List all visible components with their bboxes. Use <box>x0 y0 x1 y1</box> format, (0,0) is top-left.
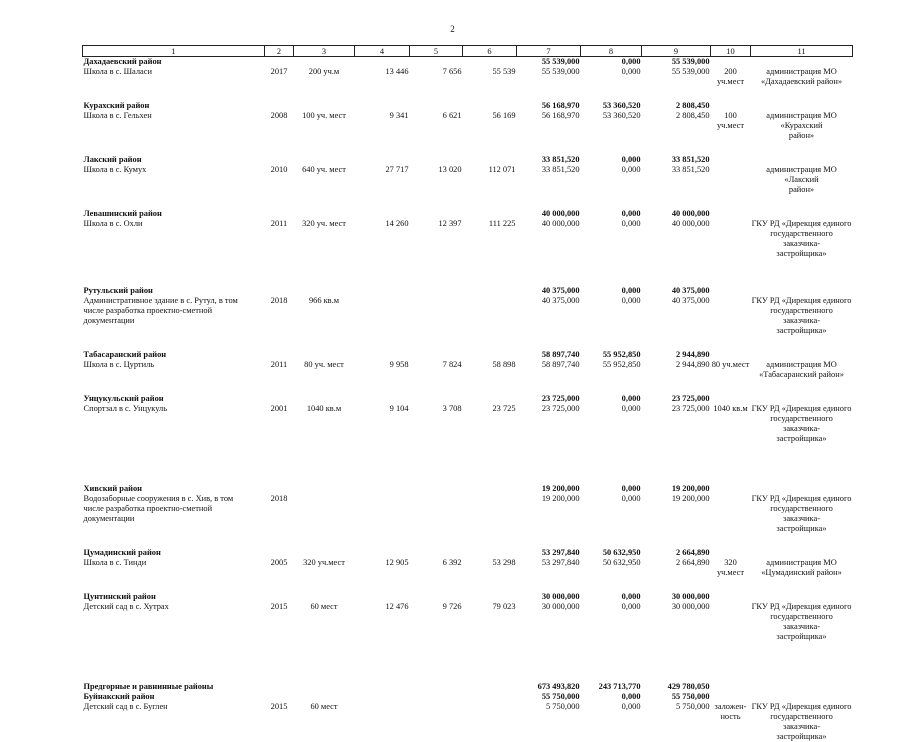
object-row <box>83 494 853 534</box>
object-value <box>410 702 463 742</box>
section-total-value: 243 713,770 <box>581 682 642 692</box>
object-capacity-note <box>711 702 751 742</box>
object-value: 9 958 <box>355 360 410 380</box>
object-name <box>83 67 265 87</box>
object-value: 40 375,000 <box>642 296 711 336</box>
object-value: 30 000,000 <box>642 602 711 642</box>
object-value: 40 375,000 <box>517 296 581 336</box>
object-row <box>83 360 853 380</box>
page-number: 2 <box>0 24 905 34</box>
row-spacer <box>83 578 853 592</box>
column-header: 10 <box>711 46 751 57</box>
object-capacity-note-line: уч.мест <box>712 77 750 87</box>
object-capacity: 80 уч. мест <box>294 360 355 380</box>
object-capacity-note <box>711 602 751 642</box>
object-customer-line: администрация МО <box>752 558 852 568</box>
column-header: 5 <box>410 46 463 57</box>
district-name: Буйнакский район <box>83 692 265 702</box>
district-total-value: 33 851,520 <box>517 155 581 165</box>
object-value: 53 297,840 <box>517 558 581 578</box>
object-value: 13 446 <box>355 67 410 87</box>
district-name: Хивский район <box>83 484 265 494</box>
object-customer-line: администрация МО «Лакский <box>752 165 852 185</box>
object-value: 27 717 <box>355 165 410 195</box>
object-value: 23 725,000 <box>642 404 711 444</box>
district-total-value: 55 539,000 <box>517 57 581 68</box>
object-value: 56 169 <box>463 111 517 141</box>
district-total-value: 0,000 <box>581 592 642 602</box>
object-value: 0,000 <box>581 602 642 642</box>
object-row <box>83 404 853 444</box>
object-name <box>83 165 265 195</box>
object-customer-line: застройщика» <box>752 249 852 259</box>
object-value: 7 824 <box>410 360 463 380</box>
district-total-value: 23 725,000 <box>642 394 711 404</box>
object-value: 0,000 <box>581 296 642 336</box>
program-table <box>82 45 853 742</box>
object-name <box>83 111 265 141</box>
object-customer-line: государственного заказчика- <box>752 229 852 249</box>
object-capacity-note <box>711 67 751 87</box>
column-header: 1 <box>83 46 265 57</box>
column-header: 6 <box>463 46 517 57</box>
object-capacity: 60 мест <box>294 702 355 742</box>
object-capacity <box>294 494 355 534</box>
object-name-line: документации <box>84 514 264 524</box>
column-header: 3 <box>294 46 355 57</box>
object-customer-line: государственного заказчика- <box>752 712 852 732</box>
object-capacity-note <box>711 219 751 259</box>
district-total-value: 2 664,890 <box>642 548 711 558</box>
column-header: 11 <box>751 46 853 57</box>
object-capacity: 200 уч.м <box>294 67 355 87</box>
object-customer <box>751 296 853 336</box>
object-year: 2017 <box>265 67 294 87</box>
object-value: 0,000 <box>581 67 642 87</box>
object-name <box>83 296 265 336</box>
district-total-value: 30 000,000 <box>517 592 581 602</box>
object-value: 3 708 <box>410 404 463 444</box>
object-capacity-note-line: 1040 кв.м <box>712 404 750 414</box>
object-name-line: Школа в с. Охли <box>84 219 264 229</box>
row-spacer <box>83 444 853 484</box>
object-capacity-note <box>711 360 751 380</box>
object-name-line: Школа в с. Шаласи <box>84 67 264 77</box>
district-name: Цунтинский район <box>83 592 265 602</box>
object-capacity: 640 уч. мест <box>294 165 355 195</box>
object-value: 55 952,850 <box>581 360 642 380</box>
object-capacity-note-line: заложен- <box>712 702 750 712</box>
district-total-value: 23 725,000 <box>517 394 581 404</box>
object-value <box>410 494 463 534</box>
object-value: 111 225 <box>463 219 517 259</box>
district-total-value: 0,000 <box>581 692 642 702</box>
section-total-value: 429 780,050 <box>642 682 711 692</box>
object-value <box>463 296 517 336</box>
object-value <box>463 702 517 742</box>
object-capacity: 966 кв.м <box>294 296 355 336</box>
row-spacer <box>83 195 853 209</box>
object-customer-line: застройщика» <box>752 632 852 642</box>
object-customer-line: государственного заказчика- <box>752 612 852 632</box>
object-customer-line: администрация МО <box>752 67 852 77</box>
object-customer <box>751 404 853 444</box>
object-capacity: 320 уч.мест <box>294 558 355 578</box>
object-value: 13 020 <box>410 165 463 195</box>
object-row <box>83 702 853 742</box>
object-value: 58 897,740 <box>517 360 581 380</box>
object-customer-line: ГКУ РД «Дирекция единого <box>752 494 852 504</box>
object-customer-line: государственного заказчика- <box>752 306 852 326</box>
object-value: 30 000,000 <box>517 602 581 642</box>
object-row <box>83 558 853 578</box>
object-customer <box>751 494 853 534</box>
object-customer-line: государственного заказчика- <box>752 414 852 434</box>
object-value: 19 200,000 <box>517 494 581 534</box>
district-total-value: 40 375,000 <box>642 286 711 296</box>
object-row <box>83 165 853 195</box>
district-total-value: 58 897,740 <box>517 350 581 360</box>
object-value: 79 023 <box>463 602 517 642</box>
object-value: 5 750,000 <box>642 702 711 742</box>
district-total-row <box>83 286 853 296</box>
district-total-value: 55 539,000 <box>642 57 711 68</box>
district-total-value: 33 851,520 <box>642 155 711 165</box>
object-name <box>83 602 265 642</box>
district-total-value: 0,000 <box>581 286 642 296</box>
object-value: 112 071 <box>463 165 517 195</box>
object-value: 53 298 <box>463 558 517 578</box>
district-total-value: 40 000,000 <box>642 209 711 219</box>
object-capacity-note-line: 80 уч.мест <box>712 360 750 370</box>
object-year: 2001 <box>265 404 294 444</box>
object-customer-line: район» <box>752 131 852 141</box>
object-customer-line: ГКУ РД «Дирекция единого <box>752 296 852 306</box>
object-customer <box>751 111 853 141</box>
district-total-row <box>83 484 853 494</box>
object-customer-line: государственного заказчика- <box>752 504 852 524</box>
district-name: Лакский район <box>83 155 265 165</box>
object-capacity-note <box>711 111 751 141</box>
object-value: 55 539 <box>463 67 517 87</box>
object-value: 58 898 <box>463 360 517 380</box>
section-name: Предгорные и равнинные районы <box>83 682 265 692</box>
object-customer-line: «Дахадаевский район» <box>752 77 852 87</box>
object-value: 0,000 <box>581 702 642 742</box>
district-total-value: 56 168,970 <box>517 101 581 111</box>
district-total-row <box>83 350 853 360</box>
row-spacer <box>83 642 853 682</box>
row-spacer <box>83 336 853 350</box>
section-total-row <box>83 682 853 692</box>
object-year: 2015 <box>265 602 294 642</box>
object-value: 33 851,520 <box>642 165 711 195</box>
object-customer-line: «Табасаранский район» <box>752 370 852 380</box>
object-capacity-note <box>711 404 751 444</box>
object-value: 2 944,890 <box>642 360 711 380</box>
district-name: Рутульский район <box>83 286 265 296</box>
object-name-line: Школа в с. Гельхен <box>84 111 264 121</box>
object-capacity-note-line: 100 <box>712 111 750 121</box>
district-total-value: 0,000 <box>581 155 642 165</box>
object-capacity-note <box>711 494 751 534</box>
object-customer-line: застройщика» <box>752 524 852 534</box>
district-total-value: 30 000,000 <box>642 592 711 602</box>
object-value <box>355 296 410 336</box>
district-total-value: 19 200,000 <box>642 484 711 494</box>
district-total-value: 2 808,450 <box>642 101 711 111</box>
object-capacity: 320 уч. мест <box>294 219 355 259</box>
row-spacer <box>83 380 853 394</box>
district-total-row <box>83 101 853 111</box>
object-name-line: Административное здание в с. Рутул, в том <box>84 296 264 306</box>
district-total-value: 19 200,000 <box>517 484 581 494</box>
object-customer-line: ГКУ РД «Дирекция единого <box>752 404 852 414</box>
object-year: 2005 <box>265 558 294 578</box>
object-value: 9 726 <box>410 602 463 642</box>
object-capacity-note-line: 320 <box>712 558 750 568</box>
object-customer-line: «Цумадинский район» <box>752 568 852 578</box>
object-value: 6 392 <box>410 558 463 578</box>
district-total-value: 40 375,000 <box>517 286 581 296</box>
object-value: 55 539,000 <box>517 67 581 87</box>
object-name-line: Детский сад в с. Буглен <box>84 702 264 712</box>
object-value: 5 750,000 <box>517 702 581 742</box>
district-total-value: 40 000,000 <box>517 209 581 219</box>
district-total-row <box>83 155 853 165</box>
object-capacity-note-line: ность <box>712 712 750 722</box>
object-value: 56 168,970 <box>517 111 581 141</box>
object-value: 12 905 <box>355 558 410 578</box>
object-row <box>83 602 853 642</box>
object-customer-line: ГКУ РД «Дирекция единого <box>752 219 852 229</box>
district-total-value: 53 297,840 <box>517 548 581 558</box>
column-header: 9 <box>642 46 711 57</box>
object-capacity-note <box>711 558 751 578</box>
object-name-line: числе разработка проектно-сметной <box>84 504 264 514</box>
district-total-value: 2 944,890 <box>642 350 711 360</box>
object-customer-line: застройщика» <box>752 434 852 444</box>
object-capacity: 60 мест <box>294 602 355 642</box>
object-name <box>83 404 265 444</box>
district-name: Табасаранский район <box>83 350 265 360</box>
object-capacity-note-line: 200 <box>712 67 750 77</box>
district-total-value: 53 360,520 <box>581 101 642 111</box>
column-number-row <box>83 46 853 57</box>
object-value: 0,000 <box>581 165 642 195</box>
object-value: 23 725 <box>463 404 517 444</box>
row-spacer <box>83 534 853 548</box>
object-customer <box>751 702 853 742</box>
object-value: 40 000,000 <box>642 219 711 259</box>
district-total-value: 0,000 <box>581 209 642 219</box>
object-customer <box>751 219 853 259</box>
object-value: 0,000 <box>581 404 642 444</box>
object-customer <box>751 360 853 380</box>
district-total-row <box>83 692 853 702</box>
object-value: 55 539,000 <box>642 67 711 87</box>
object-year: 2015 <box>265 702 294 742</box>
object-customer <box>751 67 853 87</box>
column-header: 7 <box>517 46 581 57</box>
object-row <box>83 67 853 87</box>
district-name: Цумадинский район <box>83 548 265 558</box>
object-value: 9 104 <box>355 404 410 444</box>
object-customer-line: администрация МО «Курахский <box>752 111 852 131</box>
row-spacer <box>83 259 853 286</box>
object-capacity: 100 уч. мест <box>294 111 355 141</box>
object-year: 2018 <box>265 296 294 336</box>
column-header: 2 <box>265 46 294 57</box>
object-value: 2 808,450 <box>642 111 711 141</box>
object-customer-line: район» <box>752 185 852 195</box>
district-total-row <box>83 57 853 68</box>
object-row <box>83 296 853 336</box>
object-value: 14 260 <box>355 219 410 259</box>
object-name-line: Водозаборные сооружения в с. Хив, в том <box>84 494 264 504</box>
object-year: 2011 <box>265 219 294 259</box>
object-name <box>83 702 265 742</box>
object-year: 2010 <box>265 165 294 195</box>
object-customer <box>751 165 853 195</box>
object-capacity-note-line: уч.мест <box>712 121 750 131</box>
object-customer-line: администрация МО <box>752 360 852 370</box>
object-name-line: Школа в с. Тинди <box>84 558 264 568</box>
object-value: 53 360,520 <box>581 111 642 141</box>
object-name-line: числе разработка проектно-сметной <box>84 306 264 316</box>
object-row <box>83 111 853 141</box>
district-total-row <box>83 592 853 602</box>
object-value: 19 200,000 <box>642 494 711 534</box>
district-total-value: 0,000 <box>581 57 642 68</box>
object-value: 6 621 <box>410 111 463 141</box>
object-capacity-note-line: уч.мест <box>712 568 750 578</box>
object-capacity-note <box>711 165 751 195</box>
object-value <box>355 702 410 742</box>
object-value: 9 341 <box>355 111 410 141</box>
district-name: Курахский район <box>83 101 265 111</box>
object-customer <box>751 558 853 578</box>
district-total-value: 55 952,850 <box>581 350 642 360</box>
object-value: 23 725,000 <box>517 404 581 444</box>
column-header: 8 <box>581 46 642 57</box>
district-total-value: 0,000 <box>581 394 642 404</box>
object-capacity-note <box>711 296 751 336</box>
object-name-line: Школа в с. Кумух <box>84 165 264 175</box>
object-name-line: Детский сад в с. Хутрах <box>84 602 264 612</box>
district-total-row <box>83 548 853 558</box>
district-total-value: 55 750,000 <box>517 692 581 702</box>
object-value <box>355 494 410 534</box>
object-name <box>83 494 265 534</box>
object-customer <box>751 602 853 642</box>
object-year: 2018 <box>265 494 294 534</box>
district-name: Левашинский район <box>83 209 265 219</box>
object-value: 12 476 <box>355 602 410 642</box>
object-name <box>83 360 265 380</box>
object-value <box>410 296 463 336</box>
object-year: 2011 <box>265 360 294 380</box>
table-body <box>83 57 853 742</box>
object-customer-line: ГКУ РД «Дирекция единого <box>752 702 852 712</box>
district-total-row <box>83 209 853 219</box>
object-name-line: Спортзал в с. Унцукуль <box>84 404 264 414</box>
object-value <box>463 494 517 534</box>
object-capacity: 1040 кв.м <box>294 404 355 444</box>
object-value: 33 851,520 <box>517 165 581 195</box>
object-value: 12 397 <box>410 219 463 259</box>
object-name <box>83 219 265 259</box>
object-name-line: Школа в с. Цуртиль <box>84 360 264 370</box>
section-total-value: 673 493,820 <box>517 682 581 692</box>
district-name: Унцукульский район <box>83 394 265 404</box>
district-total-value: 0,000 <box>581 484 642 494</box>
object-name <box>83 558 265 578</box>
object-row <box>83 219 853 259</box>
object-value: 0,000 <box>581 494 642 534</box>
district-name: Дахадаевский район <box>83 57 265 68</box>
object-value: 2 664,890 <box>642 558 711 578</box>
district-total-row <box>83 394 853 404</box>
object-name-line: документации <box>84 316 264 326</box>
object-value: 50 632,950 <box>581 558 642 578</box>
row-spacer <box>83 141 853 155</box>
row-spacer <box>83 87 853 101</box>
district-total-value: 55 750,000 <box>642 692 711 702</box>
object-customer-line: застройщика» <box>752 732 852 742</box>
object-customer-line: застройщика» <box>752 326 852 336</box>
object-value: 7 656 <box>410 67 463 87</box>
object-value: 0,000 <box>581 219 642 259</box>
object-customer-line: ГКУ РД «Дирекция единого <box>752 602 852 612</box>
object-year: 2008 <box>265 111 294 141</box>
object-value: 40 000,000 <box>517 219 581 259</box>
district-total-value: 50 632,950 <box>581 548 642 558</box>
column-header: 4 <box>355 46 410 57</box>
